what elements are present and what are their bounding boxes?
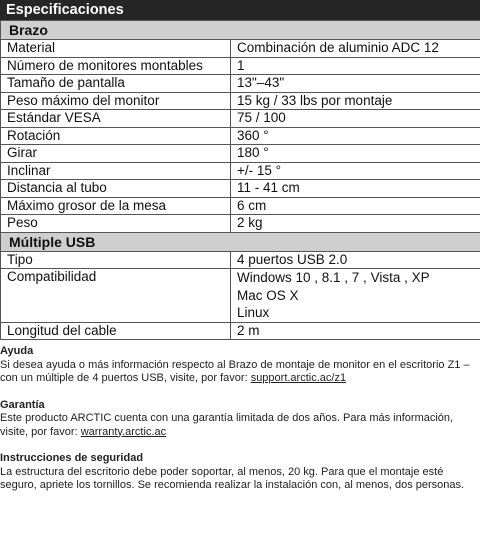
row-label: Distancia al tubo <box>1 180 231 198</box>
row-value: Combinación de aluminio ADC 12 <box>231 40 480 58</box>
row-value: 360 ° <box>231 127 480 145</box>
support-link[interactable]: support.arctic.ac/z1 <box>250 372 347 384</box>
row-label: Peso <box>1 215 231 233</box>
row-label: Número de monitores montables <box>1 57 231 75</box>
row-label: Máximo grosor de la mesa <box>1 197 231 215</box>
row-value: 180 ° <box>231 145 480 163</box>
table-row <box>1 322 480 340</box>
row-value: 75 / 100 <box>231 110 480 128</box>
table-row <box>1 145 480 163</box>
row-label: Tamaño de pantalla <box>1 75 231 93</box>
note-warranty <box>0 399 476 440</box>
row-value: +/- 15 ° <box>231 162 480 180</box>
compat-os-mac: Mac OS X <box>237 287 299 303</box>
row-label: Estándar VESA <box>1 110 231 128</box>
row-label: Peso máximo del monitor <box>1 92 231 110</box>
table-row <box>1 75 480 93</box>
row-label: Rotación <box>1 127 231 145</box>
section-header-brazo <box>1 21 480 40</box>
compat-os-windows: Windows 10 , 8.1 , 7 , Vista , XP <box>237 270 430 285</box>
table-row-compatibility <box>1 269 480 323</box>
section-title: Brazo <box>1 21 480 40</box>
table-row <box>1 40 480 58</box>
note-text: Este producto ARCTIC cuenta con una garantía limitada de dos años. Para más información, visite, por favor: <box>0 412 454 438</box>
note-safety <box>0 452 476 493</box>
note-title: Garantía <box>0 398 45 411</box>
row-value-list <box>231 269 480 323</box>
table-row <box>1 110 480 128</box>
note-text: La estructura del escritorio debe poder soportar, al menos, 20 kg. Para que el montaje esté seguro, apriete los tornillos. Se recomienda realizar la instalación con, al menos, dos personas. <box>0 465 465 491</box>
note-text: Si desea ayuda o más información respecto al Brazo de montaje de monitor en el escritorio Z1 – con un múltiple de 4 puertos USB, visite, por favor: <box>0 358 470 384</box>
compat-os-linux: Linux <box>237 305 270 320</box>
table-row <box>1 251 480 269</box>
table-row <box>1 127 480 145</box>
table-row <box>1 180 480 198</box>
row-label: Tipo <box>1 251 231 269</box>
row-value: 2 m <box>231 322 480 340</box>
row-value: 2 kg <box>231 215 480 233</box>
table-row <box>1 197 480 215</box>
spec-table <box>0 20 480 340</box>
row-value: 15 kg / 33 lbs por montaje <box>231 92 480 110</box>
row-label: Girar <box>1 145 231 163</box>
note-title: Instrucciones de seguridad <box>0 452 144 464</box>
row-label: Material <box>1 40 231 58</box>
table-row <box>1 215 480 233</box>
note-title: Ayuda <box>0 345 34 357</box>
table-row <box>1 162 480 180</box>
section-header-usb <box>1 232 480 251</box>
table-row <box>1 57 480 75</box>
section-title: Múltiple USB <box>1 232 480 251</box>
row-label: Compatibilidad <box>1 269 231 323</box>
note-help <box>0 345 476 386</box>
table-row <box>1 92 480 110</box>
row-value: 4 puertos USB 2.0 <box>231 251 480 269</box>
notes-section <box>0 345 476 506</box>
warranty-link[interactable]: warranty.arctic.ac <box>80 425 167 438</box>
row-value: 11 - 41 cm <box>231 180 480 198</box>
row-label: Inclinar <box>1 162 231 180</box>
row-value: 13"–43" <box>231 75 480 93</box>
row-label: Longitud del cable <box>1 322 231 340</box>
row-value: 1 <box>231 57 480 75</box>
row-value: 6 cm <box>231 197 480 215</box>
page-title: Especificaciones <box>0 0 480 20</box>
